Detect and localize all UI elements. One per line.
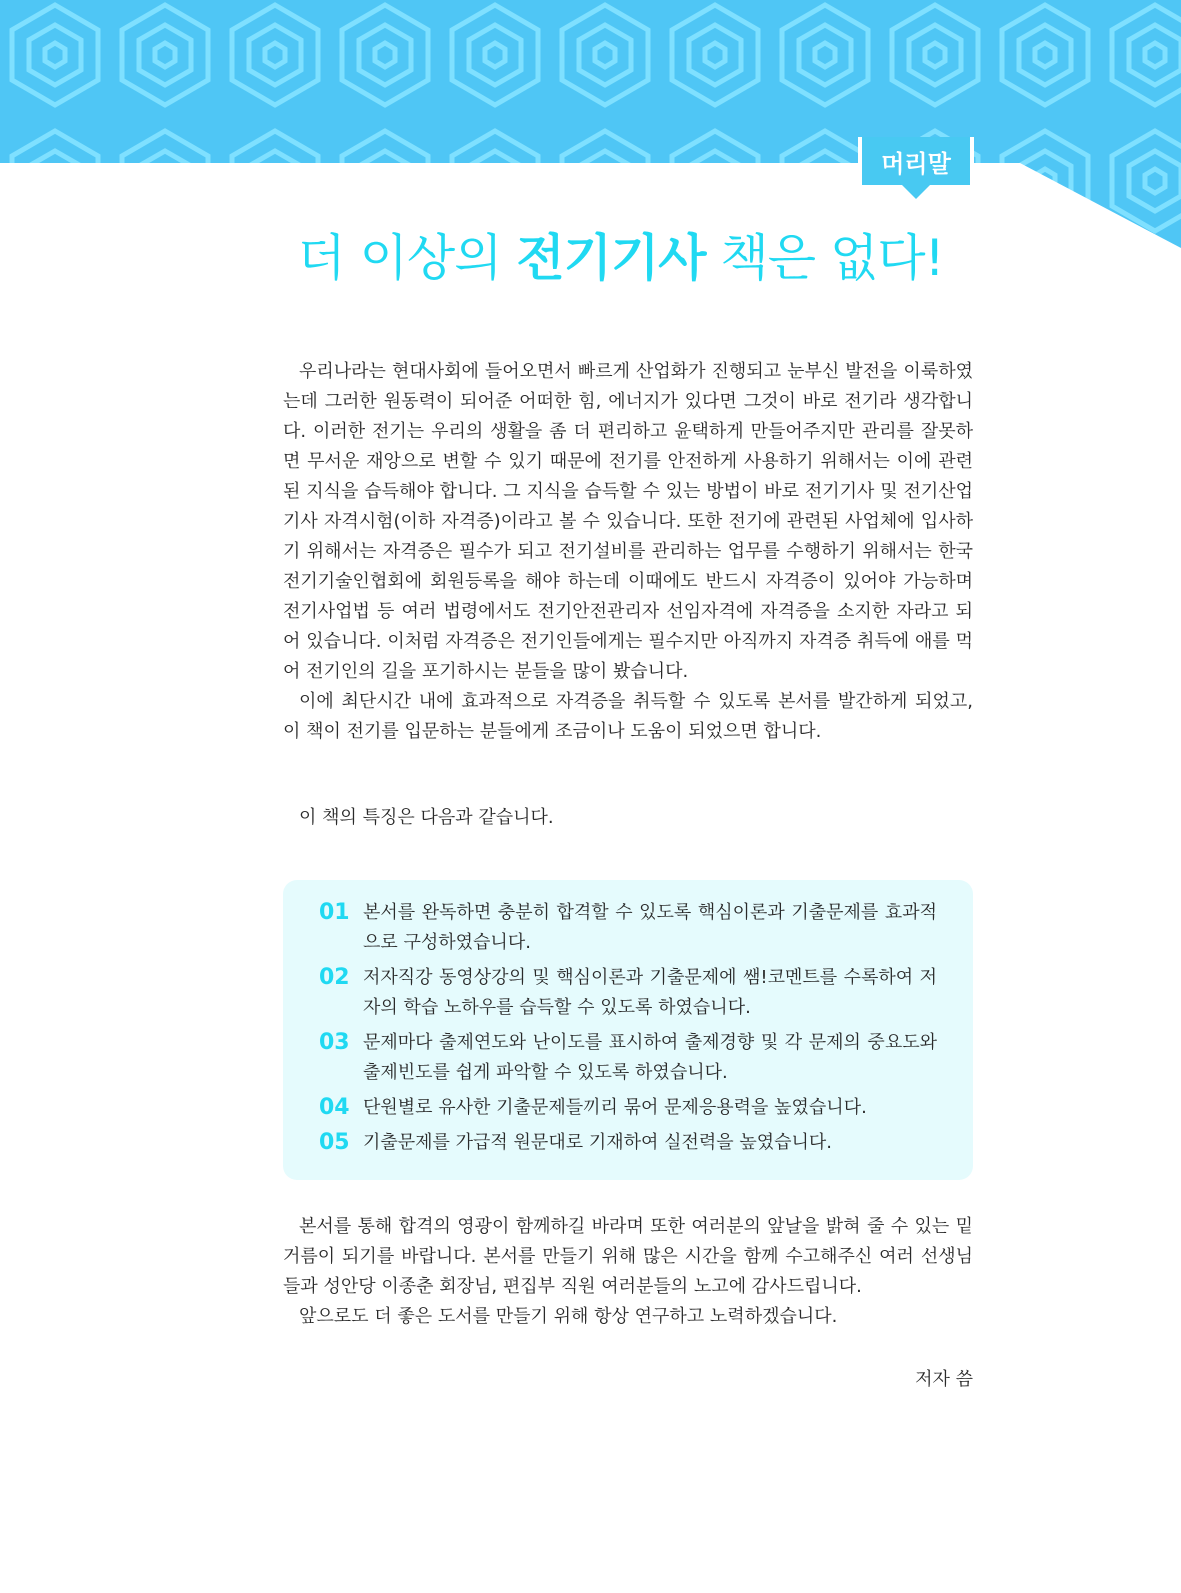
feature-item [319, 1028, 937, 1088]
section-tag [858, 137, 974, 185]
closing-paragraph: 본서를 통해 합격의 영광이 함께하길 바라며 또한 여러분의 앞날을 밝혀 줄 수 있는 밑거름이 되기를 바랍니다. 본서를 만들기 위해 많은 시간을 함께 수고해주신 여러 선생님들과 성안당 이종춘 회장님, 편집부 직원 여러분들의 노고에 감사드립니다. [283, 1216, 973, 1297]
intro-paragraph: 이에 최단시간 내에 효과적으로 자격증을 취득할 수 있도록 본서를 발간하게 되었고, 이 책이 전기를 입문하는 분들에게 조금이나 도움이 되었으면 합니다. [283, 691, 973, 742]
feature-text: 문제마다 출제연도와 난이도를 표시하여 출제경향 및 각 문제의 중요도와 출제빈도를 쉽게 파악할 수 있도록 하였습니다. [363, 1032, 937, 1083]
feature-number: 05 [319, 1130, 350, 1155]
section-tag-label: 머리말 [881, 149, 951, 178]
page-headline [0, 218, 1181, 290]
closing-text [283, 1212, 973, 1332]
feature-item [319, 1128, 937, 1158]
intro-paragraph: 우리나라는 현대사회에 들어오면서 빠르게 산업화가 진행되고 눈부신 발전을 이룩하였는데 그러한 원동력이 되어준 어떠한 힘, 에너지가 있다면 그것이 바로 전기라 생각합니다. 이러한 전기는 우리의 생활을 좀 더 편리하고 윤택하게 만들어주지만 관리를 잘못하면 무서운 재앙으로 변할 수 있기 때문에 전기를 안전하게 사용하기 위해서는 이에 관련된 지식을 습득해야 합니다. 그 지식을 습득할 수 있는 방법이 바로 전기기사 및 전기산업기사 자격시험(이하 자격증)이라고 볼 수 있습니다. 또한 전기에 관련된 사업체에 입사하기 위해서는 자격증은 필수가 되고 전기설비를 관리하는 업무를 수행하기 위해서는 한국전기기술인협회에 회원등록을 해야 하는데 이때에도 반드시 자격증이 있어야 가능하며 전기사업법 등 여러 법령에서도 전기안전관리자 선임자격에 자격증을 소지한 자라고 되어 있습니다. 이처럼 자격증은 전기인들에게는 필수지만 아직까지 자격증 취득에 애를 먹어 전기인의 길을 포기하시는 분들을 많이 봤습니다. [283, 361, 973, 682]
feature-number: 04 [319, 1095, 350, 1120]
headline-prefix: 더 이상의 [297, 229, 517, 287]
feature-number: 01 [319, 900, 350, 925]
feature-item [319, 898, 937, 958]
features-lead [283, 803, 973, 833]
feature-text: 단원별로 유사한 기출문제들끼리 묶어 문제응용력을 높였습니다. [363, 1097, 867, 1118]
feature-item [319, 1093, 937, 1123]
intro-text [283, 357, 973, 747]
closing-paragraph: 앞으로도 더 좋은 도서를 만들기 위해 항상 연구하고 노력하겠습니다. [299, 1306, 838, 1327]
author-signature: 저자 씀 [915, 1369, 973, 1390]
headline-emphasis: 전기기사 [516, 229, 706, 287]
feature-text: 본서를 완독하면 충분히 합격할 수 있도록 핵심이론과 기출문제를 효과적으로 구성하였습니다. [363, 902, 937, 953]
feature-item [319, 963, 937, 1023]
feature-number: 02 [319, 965, 350, 990]
feature-number: 03 [319, 1030, 350, 1055]
feature-text: 기출문제를 가급적 원문대로 기재하여 실전력을 높였습니다. [363, 1132, 833, 1153]
feature-text: 저자직강 동영상강의 및 핵심이론과 기출문제에 쌤!코멘트를 수록하여 저자의 학습 노하우를 습득할 수 있도록 하였습니다. [363, 967, 937, 1018]
features-box [283, 880, 973, 1180]
headline-suffix: 책은 없다! [705, 229, 944, 287]
header-banner [0, 0, 1181, 250]
features-lead-text: 이 책의 특징은 다음과 같습니다. [299, 807, 554, 828]
